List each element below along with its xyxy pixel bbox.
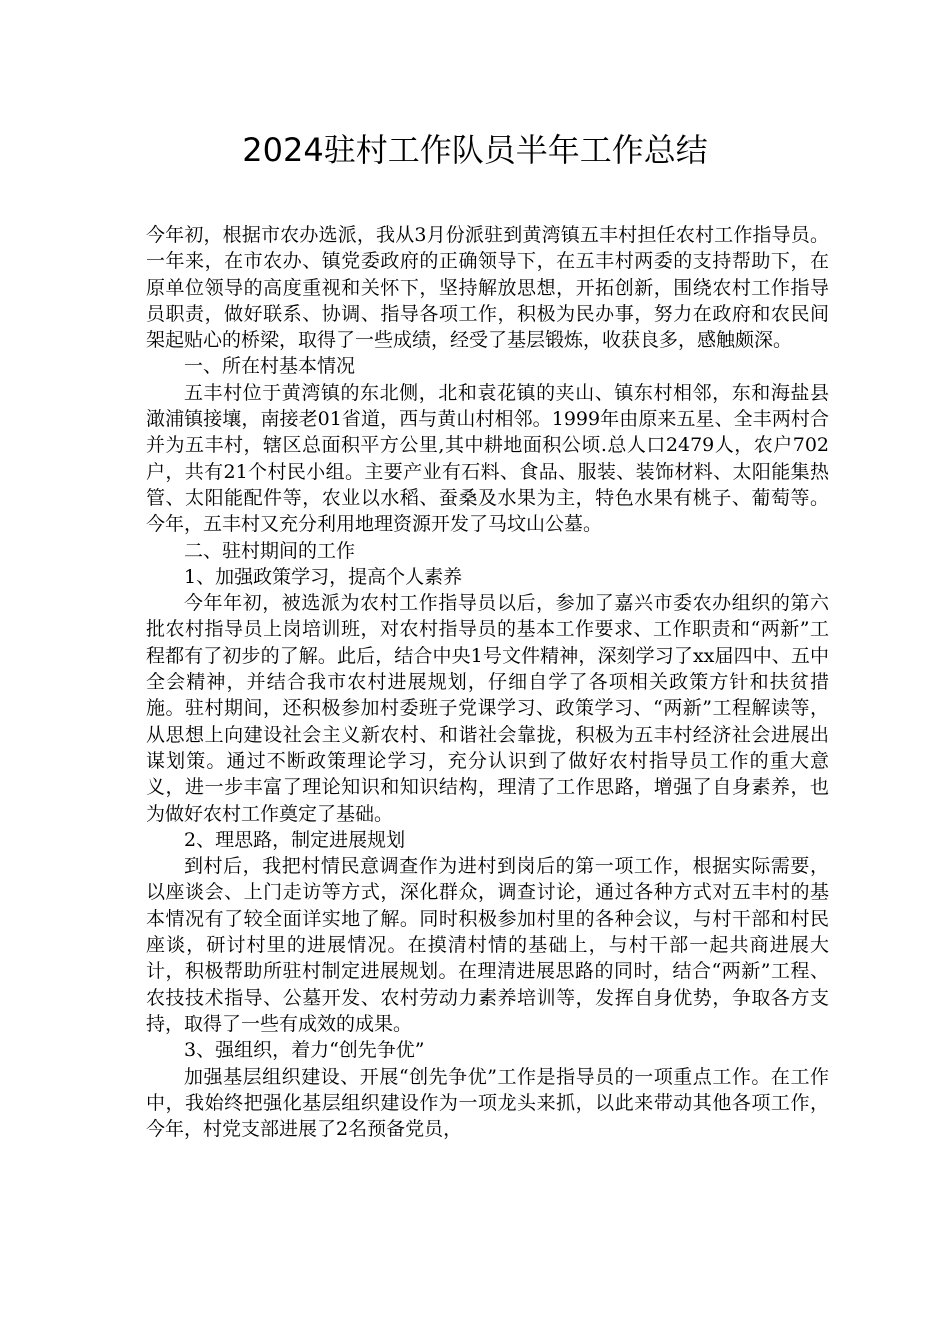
paragraph-village-overview: 五丰村位于黄湾镇的东北侧，北和袁花镇的夹山、镇东村相邻，东和海盐县澉浦镇接壤，南接老01省道，西与黄山村相邻。1999年由原来五星、全丰两村合并为五丰村，辖区总面积平方公里,其中耕地面积公顷.总人口2479人，农户702户，共有21个村民小组。主要产业有石料、食品、服装、装饰材料、太阳能集热管、太阳能配件等，农业以水稻、蚕桑及水果为主，特色水果有桃子、葡萄等。今年，五丰村又充分利用地理资源开发了马坟山公墓。 <box>146 381 829 536</box>
paragraph-policy-study: 今年年初，被选派为农村工作指导员以后，参加了嘉兴市委农办组织的第六批农村指导员上岗培训班，对农村指导员的基本工作要求、工作职责和“两新”工程都有了初步的了解。此后，结合中央1号文件精神，深刻学习了xx届四中、五中全会精神，并结合我市农村进展规划，仔细自学了各项相关政策方针和扶贫措施。驻村期间，还积极参加村委班子党课学习、政策学习、“两新”工程解读等，从思想上向建设社会主义新农村、和谐社会靠拢，积极为五丰村经济社会进展出谋划策。通过不断政策理论学习，充分认识到了做好农村指导员工作的重大意义，进一步丰富了理论知识和知识结构，理清了工作思路，增强了自身素养，也为做好农村工作奠定了基础。 <box>146 592 829 825</box>
subsection-heading-2: 2、理思路，制定进展规划 <box>184 828 406 851</box>
subsection-heading-1: 1、加强政策学习，提高个人素养 <box>184 565 463 588</box>
section-heading-1: 一、所在村基本情况 <box>184 355 356 378</box>
subsection-heading-3: 3、强组织，着力“创先争优” <box>184 1039 425 1062</box>
paragraph-organization: 加强基层组织建设、开展“创先争优”工作是指导员的一项重点工作。在工作中，我始终把强化基层组织建设作为一项龙头来抓，以此来带动其他各项工作，今年，村党支部进展了2名预备党员， <box>146 1065 829 1141</box>
document-body <box>146 222 829 1142</box>
section-heading-2: 二、驻村期间的工作 <box>184 539 356 562</box>
paragraph-intro: 今年初，根据市农办选派，我从3月份派驻到黄湾镇五丰村担任农村工作指导员。一年来，在市农办、镇党委政府的正确领导下，在五丰村两委的支持帮助下，在原单位领导的高度重视和关怀下，坚持解放思想，开拓创新，围绕农村工作指导员职责，做好联系、协调、指导各项工作，积极为民办事，努力在政府和农民间架起贴心的桥梁，取得了一些成绩，经受了基层锻炼，收获良多，感触颇深。 <box>146 224 829 352</box>
document-title: 2024驻村工作队员半年工作总结 <box>242 131 708 169</box>
paragraph-planning: 到村后，我把村情民意调查作为进村到岗后的第一项工作，根据实际需要，以座谈会、上门走访等方式，深化群众，调查讨论，通过各种方式对五丰村的基本情况有了较全面详实地了解。同时积极参加村里的各种会议，与村干部和村民座谈，研讨村里的进展情况。在摸清村情的基础上，与村干部一起共商进展大计，积极帮助所驻村制定进展规划。在理清进展思路的同时，结合“两新”工程、农技技术指导、公墓开发、农村劳动力素养培训等，发挥自身优势，争取各方支持，取得了一些有成效的成果。 <box>146 855 829 1035</box>
